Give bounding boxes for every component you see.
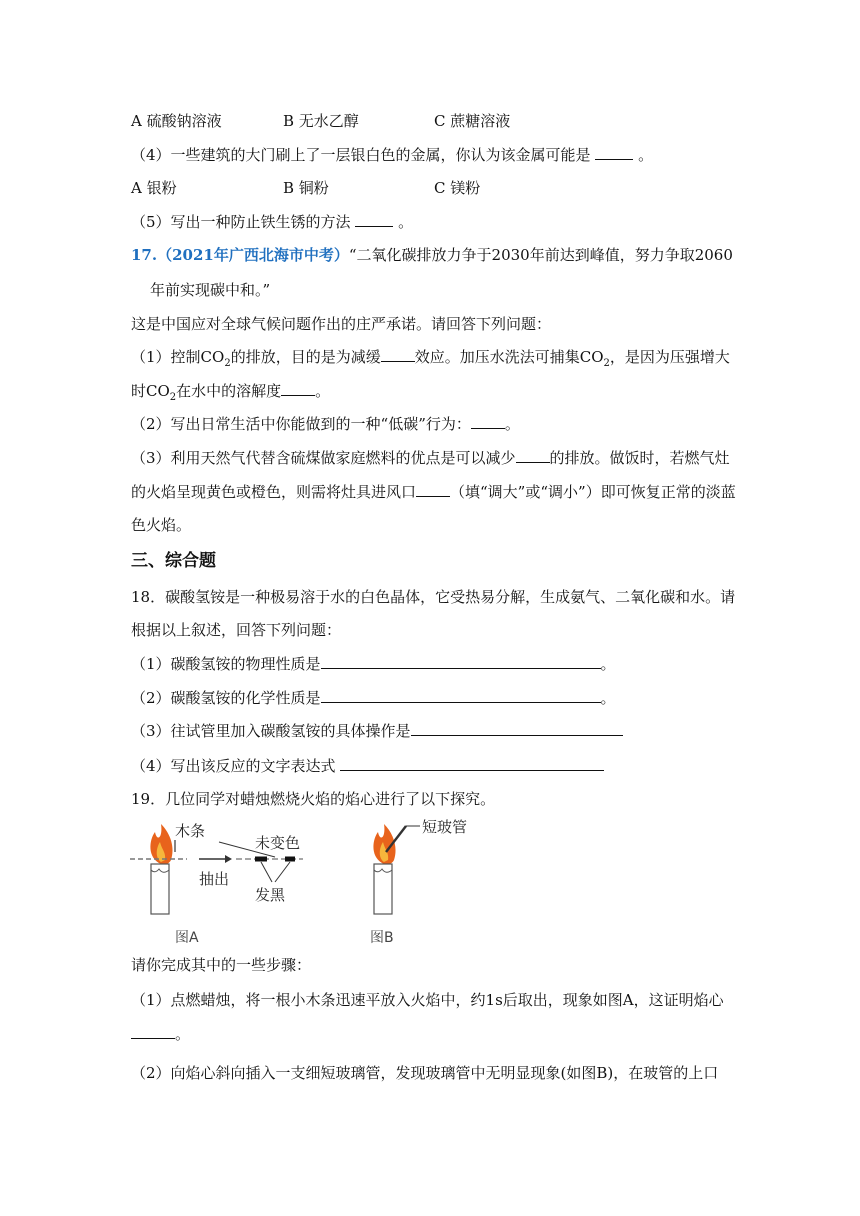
- answer-blank: [321, 688, 601, 703]
- q19-instruction: 请你完成其中的一些步骤：: [131, 956, 312, 974]
- answer-blank: [340, 756, 604, 771]
- q17-part1-line2: 时$CO_2$在水中的溶解度 。: [131, 382, 331, 403]
- q18-stem-line2: 根据以上叙述，回答下列问题：: [131, 621, 342, 639]
- q17-part3-line3: 色火焰。: [131, 516, 192, 534]
- figure-b-glass-tube: [362, 818, 512, 950]
- q18-part2: （2）碳酸氢铵的化学性质是 。: [131, 689, 616, 707]
- label-wood-stick: 木条: [175, 822, 206, 840]
- q17-source: （2021年广西北海市中考）: [157, 246, 349, 264]
- q17-part3-line2: 的火焰呈现黄色或橙色，则需将灶具进风口 （填“调大”或“调小”）即可恢复正常的淡蓝: [131, 483, 736, 501]
- q18-part1: （1）碳酸氢铵的物理性质是 。: [131, 655, 616, 673]
- answer-blank: [131, 1024, 175, 1039]
- answer-blank: [381, 347, 415, 362]
- q19-part2-line1: （2）向焰心斜向插入一支细短玻璃管，发现玻璃管中无明显现象(如图B)，在玻管的上口: [131, 1064, 719, 1082]
- q19-stem: 19．几位同学对蜡烛燃烧火焰的焰心进行了以下探究。: [131, 790, 496, 808]
- q16-option-b: B 无水乙醇: [283, 112, 359, 130]
- q18-stem-line1: 18．碳酸氢铵是一种极易溶于水的白色晶体，它受热易分解，生成氨气、二氧化碳和水。请: [131, 588, 736, 606]
- q17-stem-line1: 17.（2021年广西北海市中考）“二氧化碳排放力争于2030年前达到峰值，努力争取2060: [131, 246, 733, 264]
- answer-blank: [516, 448, 550, 463]
- figure-a-caption: 图A: [175, 930, 199, 946]
- answer-blank: [416, 482, 450, 497]
- answer-blank: [321, 654, 601, 669]
- figure-b-caption: 图B: [370, 930, 394, 946]
- answer-blank: [471, 414, 505, 429]
- q19-part1-line2: 。: [131, 1024, 190, 1044]
- q16-part4: （4）一些建筑的大门刷上了一层银白色的金属，你认为该金属可能是 。: [131, 146, 654, 164]
- label-short-glass-tube: 短玻管: [422, 818, 468, 836]
- q18-part4: （4）写出该反应的文字表达式: [131, 756, 604, 776]
- q19-part1-line1: （1）点燃蜡烛，将一根小木条迅速平放入火焰中，约1s后取出，现象如图A，这证明焰心: [131, 991, 724, 1009]
- figure-a-candle-experiment: [125, 818, 310, 950]
- label-pull-out: 抽出: [199, 870, 230, 888]
- q16-part4-option-a: A 银粉: [131, 179, 177, 197]
- q16-part5: （5）写出一种防止铁生锈的方法 。: [131, 213, 414, 231]
- q17-stem-line2: 年前实现碳中和。”: [150, 281, 271, 299]
- answer-blank: [595, 145, 633, 160]
- q17-part2: （2）写出日常生活中你能做到的一种“低碳”行为： 。: [131, 415, 520, 433]
- answer-blank: [411, 721, 623, 736]
- q16-option-c: C 蔗糖溶液: [434, 112, 511, 130]
- q16-part4-option-c: C 镁粉: [434, 179, 481, 197]
- section-heading: 三、综合题: [131, 551, 216, 571]
- q17-intro: 这是中国应对全球气候问题作出的庄严承诺。请回答下列问题：: [131, 315, 552, 333]
- q16-part4-option-b: B 铜粉: [283, 179, 329, 197]
- label-unchanged: 未变色: [255, 834, 301, 852]
- q17-part3-line1: （3）利用天然气代替含硫煤做家庭燃料的优点是可以减少 的排放。做饭时，若燃气灶: [131, 449, 730, 467]
- answer-blank: [355, 212, 393, 227]
- q18-part3: （3）往试管里加入碳酸氢铵的具体操作是: [131, 721, 623, 741]
- q17-part1-line1: （1）控制$CO_2$的排放，目的是为减缓 效应。加压水洗法可捕集$CO_2$，是因为压强增大: [131, 348, 730, 369]
- answer-blank: [281, 381, 315, 396]
- label-blackened: 发黑: [255, 886, 286, 904]
- q16-option-a: A 硫酸钠溶液: [131, 112, 222, 130]
